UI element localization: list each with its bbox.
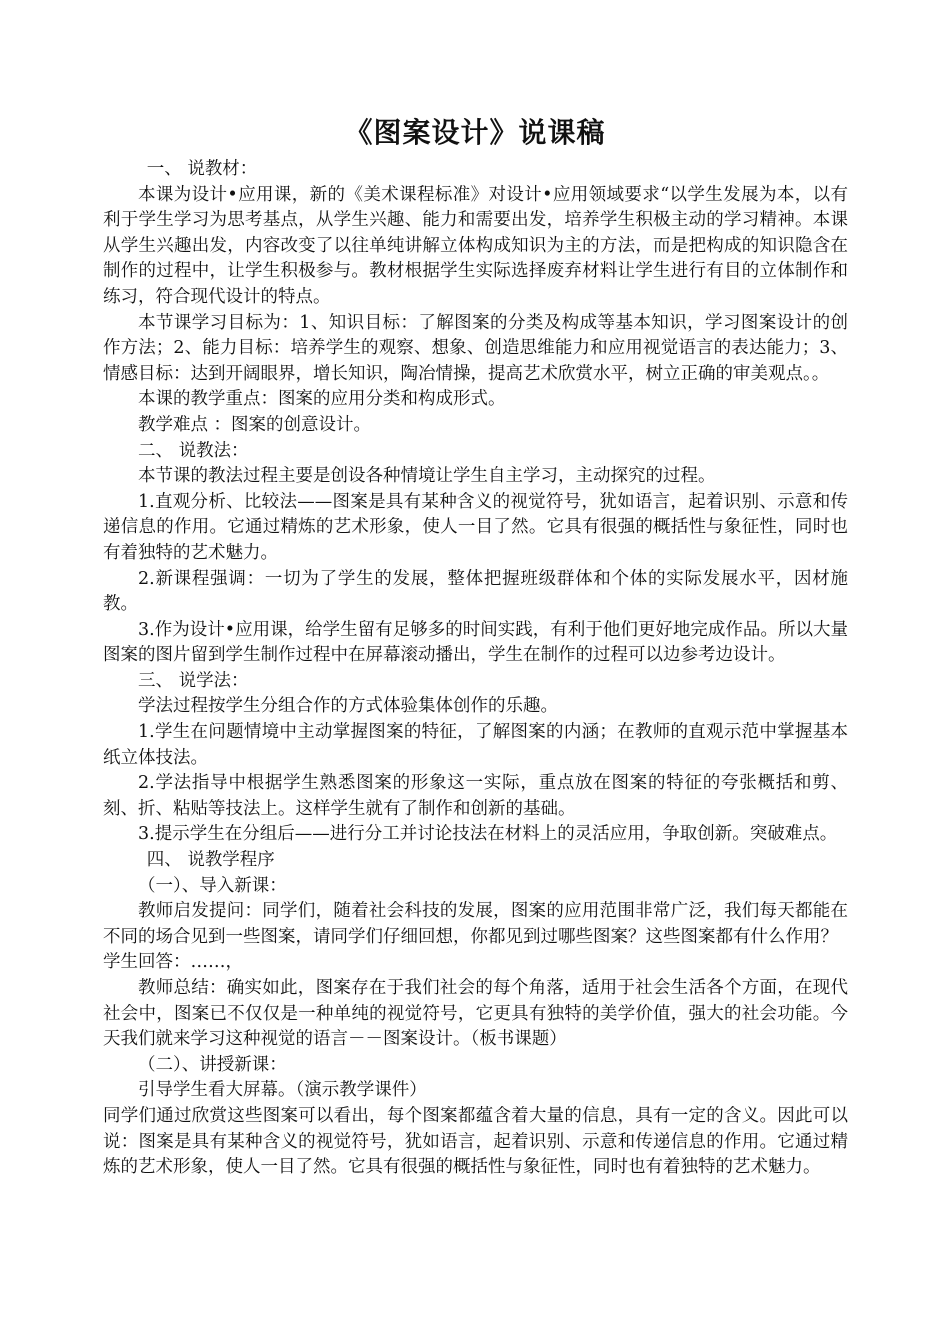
paragraph: 本课的教学重点：图案的应用分类和构成形式。	[138, 389, 506, 410]
paragraph: 1.学生在问题情境中主动掌握图案的特征，了解图案的内涵；在教师的直观示范中掌握基本纸立体技法。	[103, 722, 848, 768]
paragraph: 1.直观分析、比较法——图案是具有某种含义的视觉符号，犹如语言，起着识别、示意和传递信息的作用。它通过精炼的艺术形象，使人一目了然。它具有很强的概括性与象征性，同时也有着独特的艺术魅力。	[103, 491, 848, 563]
paragraph: 一、 说教材：	[146, 159, 258, 179]
paragraph: 3.提示学生在分组后——进行分工并讨论技法在材料上的灵活应用，争取创新。突破难点。	[138, 824, 838, 845]
paragraph: 学生回答：……，	[103, 952, 243, 973]
paragraph: 2.新课程强调：一切为了学生的发展，整体把握班级群体和个体的实际发展水平，因材施教。	[103, 568, 848, 615]
paragraph: 二、 说教法：	[138, 440, 249, 461]
paragraph: 教师总结：确实如此，图案存在于我们社会的每个角落，适用于社会生活各个方面，在现代社会中，图案已不仅仅是一种单纯的视觉符号，它更具有独特的美学价值，强大的社会功能。今天我们就来学习这种视觉的语言－－图案设计。（板书课题）	[103, 978, 848, 1050]
paragraph: 教学难点 ：图案的创意设计。	[138, 414, 372, 435]
paragraph: 本课为设计•应用课，新的《美术课程标准》对设计•应用领域要求“以学生发展为本，以有利于学生学习为思考基点，从学生兴趣、能力和需要出发，培养学生积极主动的学习精神。本课从学生兴趣出发，内容改变了以往单纯讲解立体构成知识为主的方法，而是把构成的知识隐含在制作的过程中，让学生积极参与。教材根据学生实际选择废弃材料让学生进行有目的立体制作和练习，符合现代设计的特点。	[103, 184, 848, 307]
paragraph: 同学们通过欣赏这些图案可以看出，每个图案都蕴含着大量的信息，具有一定的含义。因此可以说：图案是具有某种含义的视觉符号，犹如语言，起着识别、示意和传递信息的作用。它通过精炼的艺术形象，使人一目了然。它具有很强的概括性与象征性，同时也有着独特的艺术魅力。	[103, 1105, 848, 1178]
paragraph: 教师启发提问：同学们，随着社会科技的发展，图案的应用范围非常广泛，我们每天都能在不同的场合见到一些图案，请同学们仔细回想，你都见到过哪些图案？这些图案都有什么作用？	[103, 901, 848, 947]
document-body	[103, 157, 848, 1181]
paragraph: 四、 说教学程序	[146, 850, 275, 871]
paragraph: 2.学法指导中根据学生熟悉图案的形象这一实际，重点放在图案的特征的夸张概括和剪、刻、折、粘贴等技法上。这样学生就有了制作和创新的基础。	[103, 773, 848, 819]
paragraph: （二）、讲授新课：	[138, 1054, 287, 1075]
paragraph: （一）、导入新课：	[138, 875, 287, 896]
document-title: 《图案设计》说课稿	[344, 116, 606, 149]
paragraph: 本节课的教法过程主要是创设各种情境让学生自主学习，主动探究的过程。	[138, 466, 716, 487]
paragraph: 三、 说学法：	[138, 670, 249, 691]
paragraph: 引导学生看大屏幕。（演示教学课件）	[138, 1080, 427, 1101]
paragraph: 本节课学习目标为：1、知识目标：了解图案的分类及构成等基本知识，学习图案设计的创作方法；2、能力目标：培养学生的观察、想象、创造思维能力和应用视觉语言的表达能力；3、情感目标：达到开阔眼界，增长知识，陶冶情操，提高艺术欣赏水平，树立正确的审美观点。。	[103, 312, 848, 384]
paragraph: 3.作为设计•应用课，给学生留有足够多的时间实践，有利于他们更好地完成作品。所以大量图案的图片留到学生制作过程中在屏幕滚动播出，学生在制作的过程可以边参考边设计。	[103, 619, 848, 666]
paragraph: 学法过程按学生分组合作的方式体验集体创作的乐趣。	[138, 696, 558, 717]
